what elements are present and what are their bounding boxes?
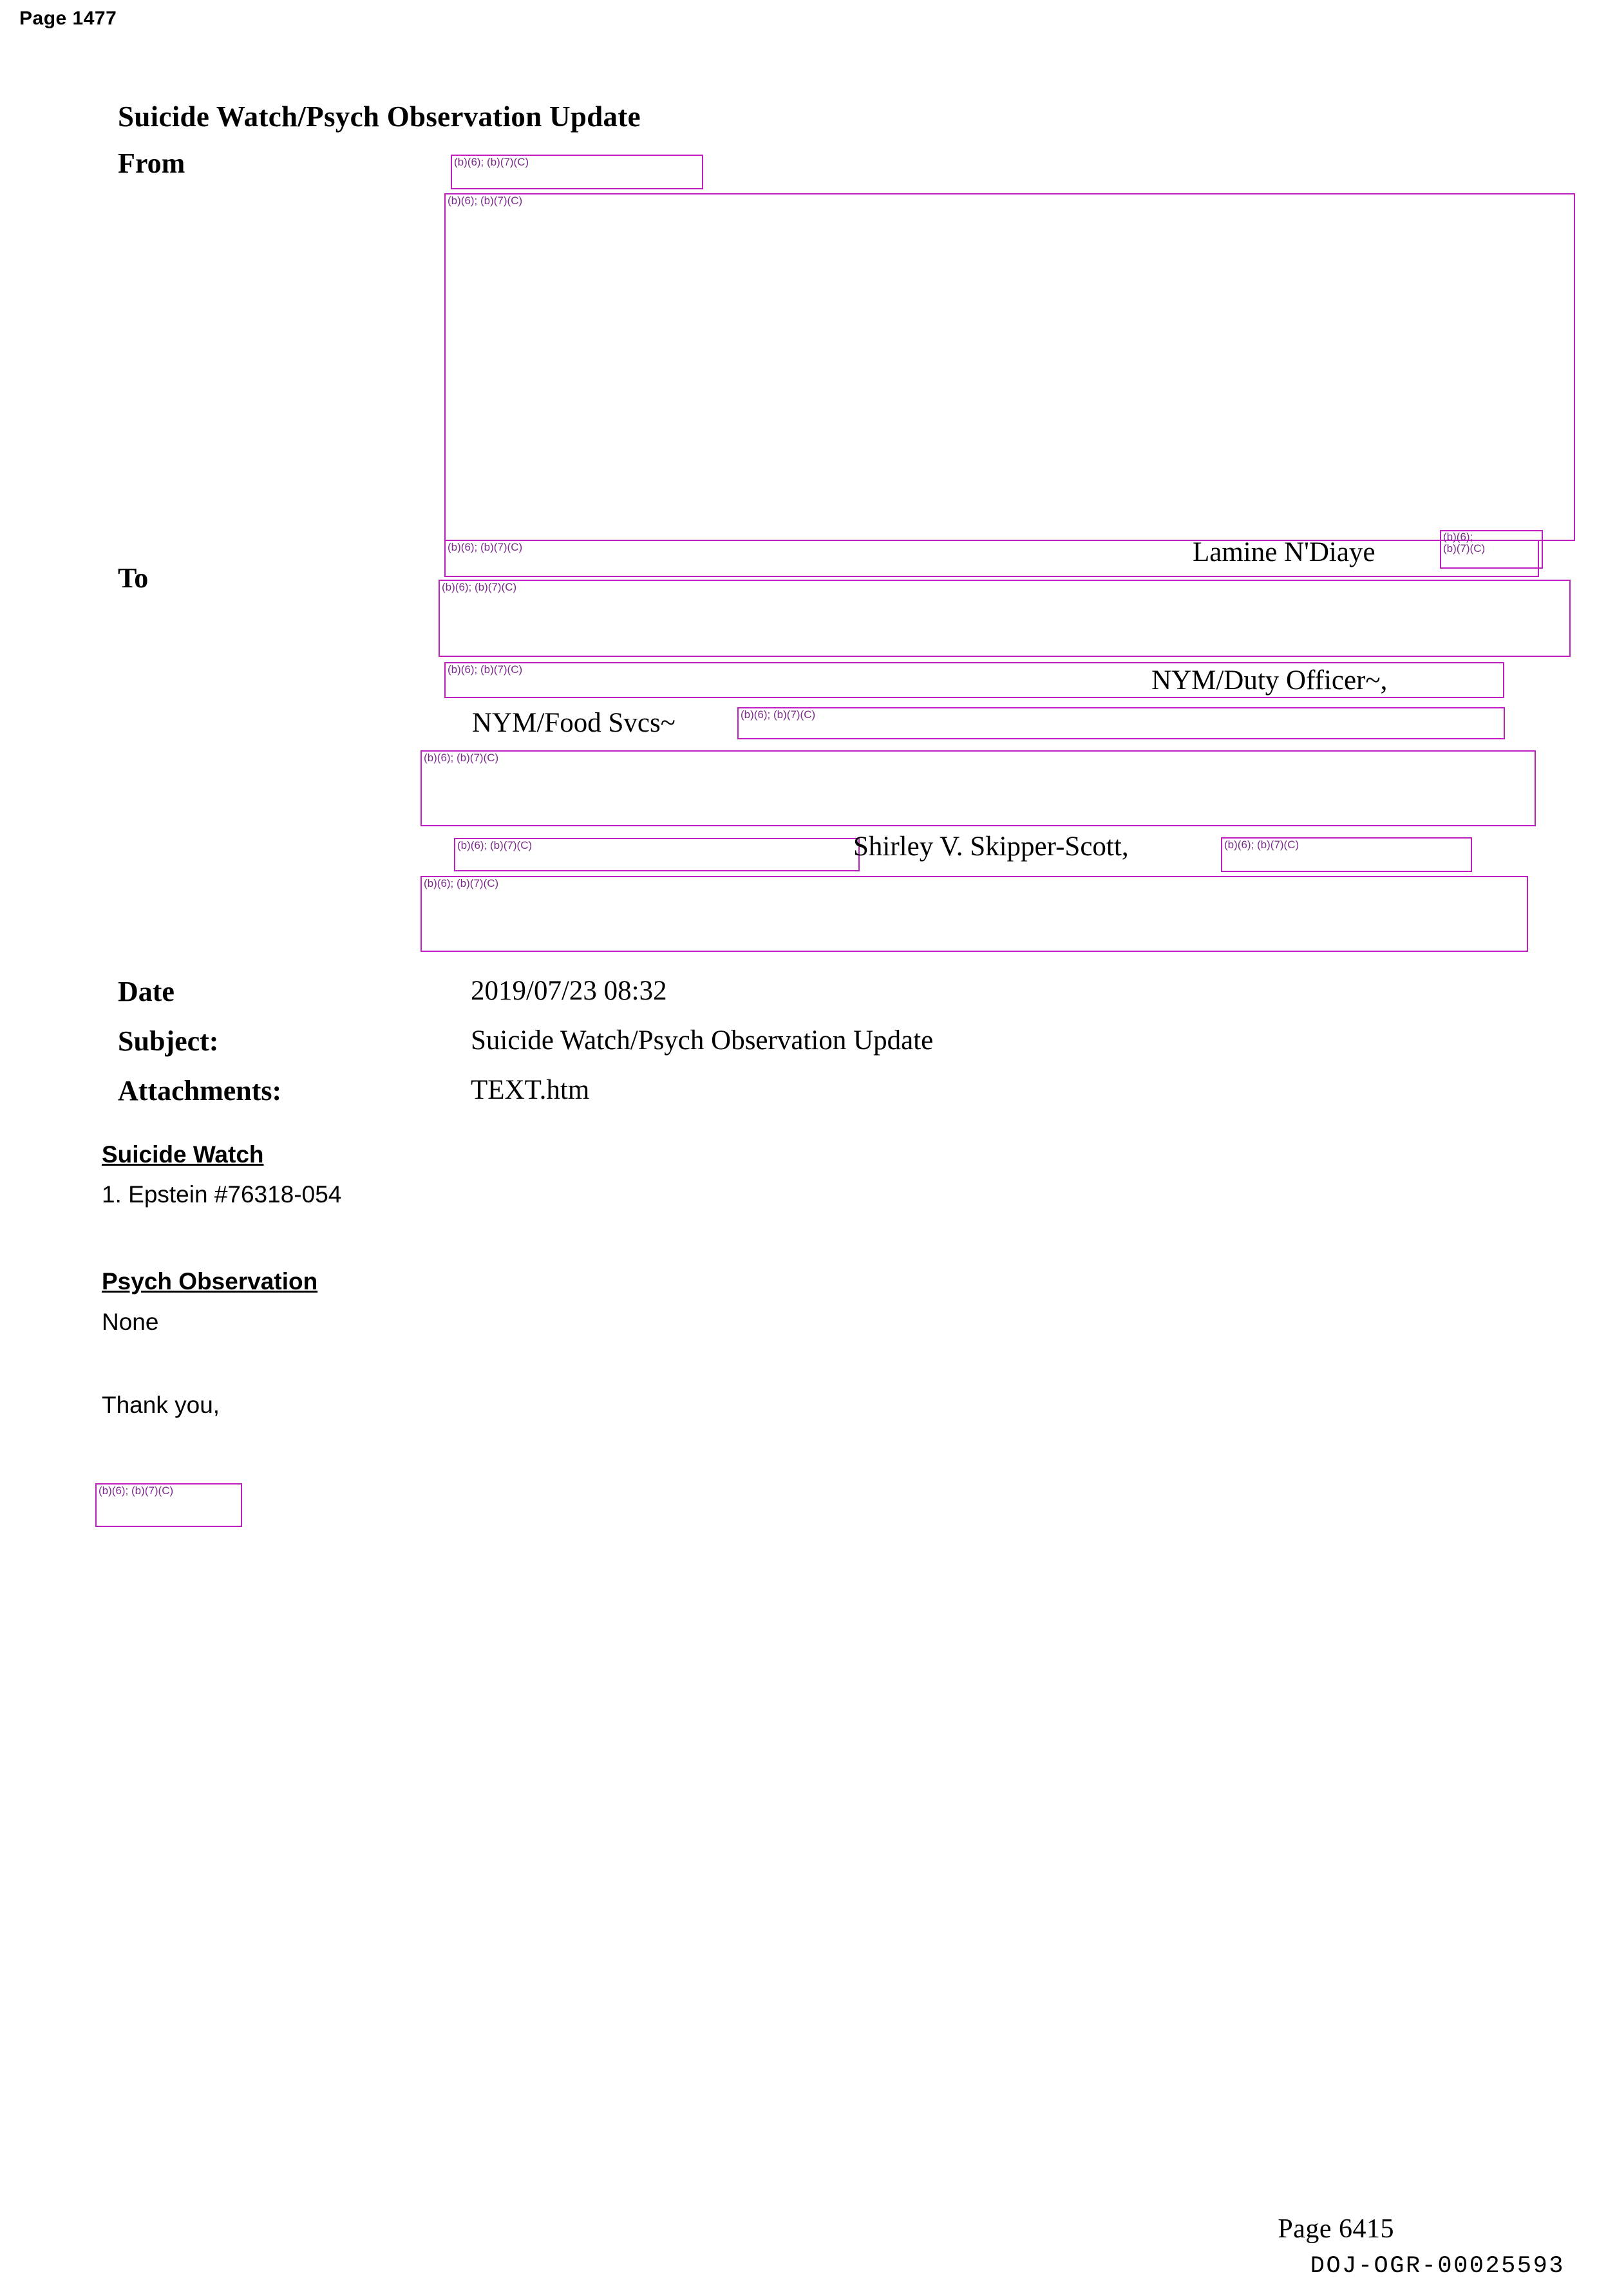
redaction-box <box>454 838 860 871</box>
redaction-tag: (b)(6); (b)(7)(C) <box>741 708 816 721</box>
redaction-box <box>1440 530 1543 569</box>
page-stamp: Page 1477 <box>19 8 117 29</box>
redaction-tag-line1: (b)(6); <box>1443 531 1473 543</box>
redaction-tag: (b)(6); (b)(7)(C) <box>448 194 523 207</box>
field-label-subject: Subject: <box>118 1025 219 1057</box>
redaction-tag: (b)(6); (b)(7)(C) <box>424 752 499 764</box>
body-item-suicide-watch-1: 1. Epstein #76318-054 <box>102 1181 342 1208</box>
redaction-box <box>451 155 703 189</box>
body-closing: Thank you, <box>102 1392 220 1418</box>
redaction-box <box>737 707 1505 739</box>
body-heading-suicide-watch: Suicide Watch <box>102 1141 264 1168</box>
redaction-tag: (b)(6); (b)(7)(C) <box>442 581 517 593</box>
redaction-tag: (b)(6); (b)(7)(C) <box>424 877 499 889</box>
footer-bates-number: DOJ-OGR-00025593 <box>1310 2253 1565 2280</box>
redaction-tag <box>1443 531 1485 555</box>
recipient-name-shirley: Shirley V. Skipper-Scott, <box>853 831 1129 862</box>
footer-page-number: Page 6415 <box>1278 2214 1394 2244</box>
field-label-from: From <box>118 147 185 179</box>
body-value-psych-observation: None <box>102 1309 159 1335</box>
recipient-name-lamine: Lamine N'Diaye <box>1193 537 1375 567</box>
field-label-date: Date <box>118 976 175 1007</box>
redaction-tag: (b)(6); (b)(7)(C) <box>454 156 529 168</box>
redaction-box <box>439 580 1571 657</box>
field-value-attachments: TEXT.htm <box>471 1075 590 1105</box>
redaction-box <box>95 1483 242 1527</box>
redaction-box <box>444 193 1575 541</box>
redaction-box <box>1221 837 1472 872</box>
redaction-tag-line2: (b)(7)(C) <box>1443 542 1486 555</box>
recipient-name-food-svcs: NYM/Food Svcs~ <box>472 708 676 738</box>
field-label-to: To <box>118 562 149 594</box>
redaction-box <box>421 876 1528 952</box>
redaction-tag: (b)(6); (b)(7)(C) <box>457 839 533 851</box>
body-heading-psych-observation: Psych Observation <box>102 1268 318 1295</box>
page-title: Suicide Watch/Psych Observation Update <box>118 100 641 133</box>
redaction-tag: (b)(6); (b)(7)(C) <box>448 663 523 676</box>
redaction-tag: (b)(6); (b)(7)(C) <box>1224 839 1299 851</box>
recipient-name-duty-officer: NYM/Duty Officer~, <box>1151 665 1388 696</box>
redaction-tag: (b)(6); (b)(7)(C) <box>448 541 523 553</box>
field-value-subject: Suicide Watch/Psych Observation Update <box>471 1025 934 1056</box>
field-label-attachments: Attachments: <box>118 1075 282 1106</box>
redaction-tag: (b)(6); (b)(7)(C) <box>99 1485 174 1497</box>
field-value-date: 2019/07/23 08:32 <box>471 976 667 1006</box>
redaction-box <box>421 750 1536 826</box>
